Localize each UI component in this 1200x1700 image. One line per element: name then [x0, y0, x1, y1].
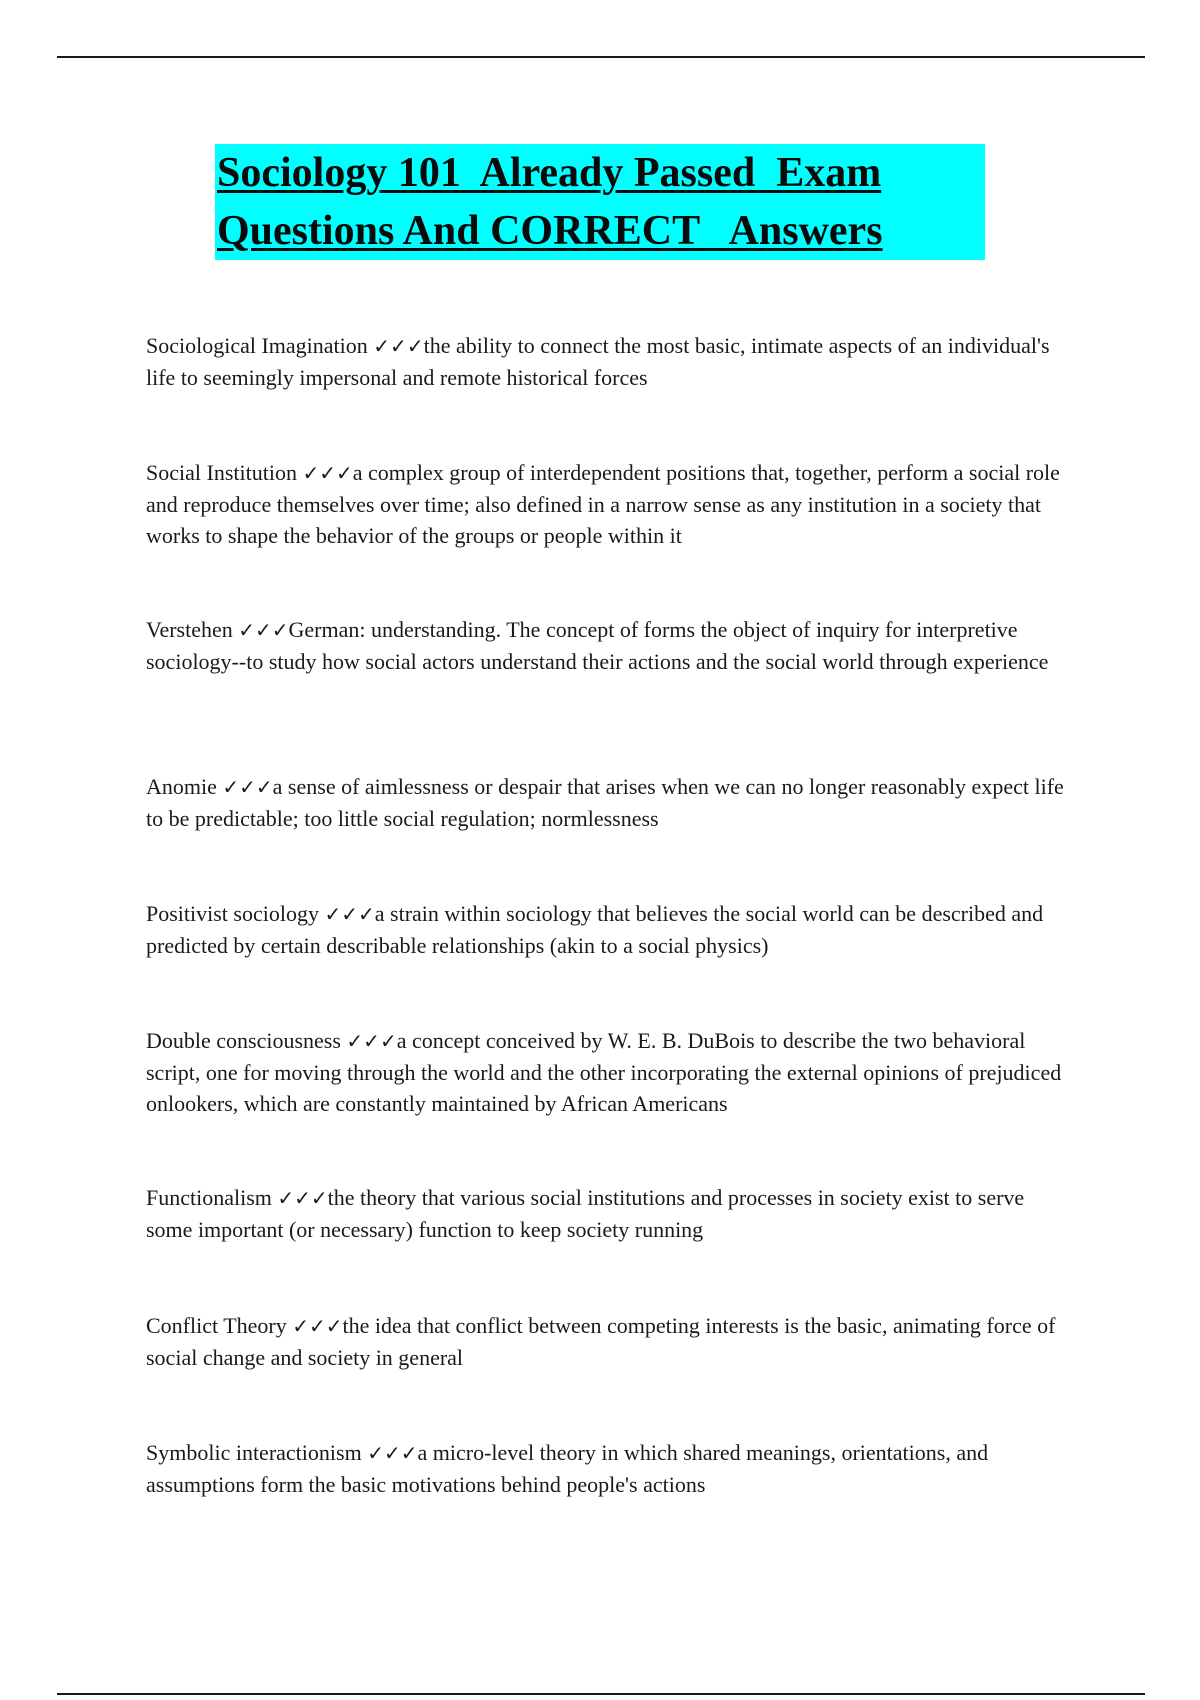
entry-definition: German: understanding. The concept of forms the object of inquiry for interpretive sociology--to study how social actors understand their actions and the social world through experience	[146, 617, 1049, 674]
check-marks-icon: ✓✓✓	[238, 618, 289, 642]
entry-definition: the idea that conflict between competing interests is the basic, animating force of social change and society in general	[146, 1313, 1056, 1370]
entry-term: Verstehen	[146, 617, 233, 642]
entry-definition: the ability to connect the most basic, intimate aspects of an individual's life to seemingly impersonal and remote historical forces	[146, 333, 1050, 390]
entry-definition: a strain within sociology that believes the social world can be described and predicted by certain describable relationships (akin to a social physics)	[146, 901, 1044, 958]
bottom-rule	[57, 1693, 1145, 1695]
qa-entry	[146, 457, 1066, 551]
check-marks-icon: ✓✓✓	[367, 1441, 418, 1465]
qa-entry	[146, 330, 1066, 393]
qa-entry	[146, 1025, 1066, 1119]
qa-entry	[146, 771, 1066, 834]
entry-term: Conflict Theory	[146, 1313, 287, 1338]
qa-entry	[146, 1310, 1066, 1373]
check-marks-icon: ✓✓✓	[277, 1186, 328, 1210]
entry-term: Double consciousness	[146, 1028, 341, 1053]
check-marks-icon: ✓✓✓	[302, 461, 353, 485]
entry-definition: a sense of aimlessness or despair that arises when we can no longer reasonably expect life to be predictable; too little social regulation; normlessness	[146, 774, 1064, 831]
check-marks-icon: ✓✓✓	[292, 1314, 343, 1338]
entry-definition: a micro-level theory in which shared meanings, orientations, and assumptions form the basic motivations behind people's actions	[146, 1440, 989, 1497]
check-marks-icon: ✓✓✓	[346, 1029, 397, 1053]
check-marks-icon: ✓✓✓	[373, 334, 424, 358]
entry-term: Social Institution	[146, 460, 297, 485]
check-marks-icon: ✓✓✓	[222, 775, 273, 799]
entry-term: Sociological Imagination	[146, 333, 368, 358]
qa-entry	[146, 1182, 1066, 1245]
entry-definition: the theory that various social institutions and processes in society exist to serve some important (or necessary) function to keep society running	[146, 1185, 1025, 1242]
qa-entry	[146, 614, 1066, 677]
title-line-2: Questions And CORRECT Answers	[215, 202, 985, 260]
entry-definition: a concept conceived by W. E. B. DuBois to describe the two behavioral script, one for moving through the world and the other incorporating the external opinions of prejudiced onlookers, which are constantly maintained by African Americans	[146, 1028, 1062, 1116]
title-line-1: Sociology 101 Already Passed Exam	[215, 144, 985, 202]
entry-definition: a complex group of interdependent positions that, together, perform a social role and reproduce themselves over time; also defined in a narrow sense as any institution in a society that works to shape the behavior of the groups or people within it	[146, 460, 1060, 548]
entry-term: Functionalism	[146, 1185, 272, 1210]
entry-term: Symbolic interactionism	[146, 1440, 362, 1465]
qa-entry	[146, 898, 1066, 961]
qa-entry	[146, 1437, 1066, 1500]
check-marks-icon: ✓✓✓	[324, 902, 375, 926]
entry-term: Positivist sociology	[146, 901, 319, 926]
document-title	[0, 144, 1200, 260]
top-rule	[57, 56, 1145, 58]
entry-term: Anomie	[146, 774, 217, 799]
